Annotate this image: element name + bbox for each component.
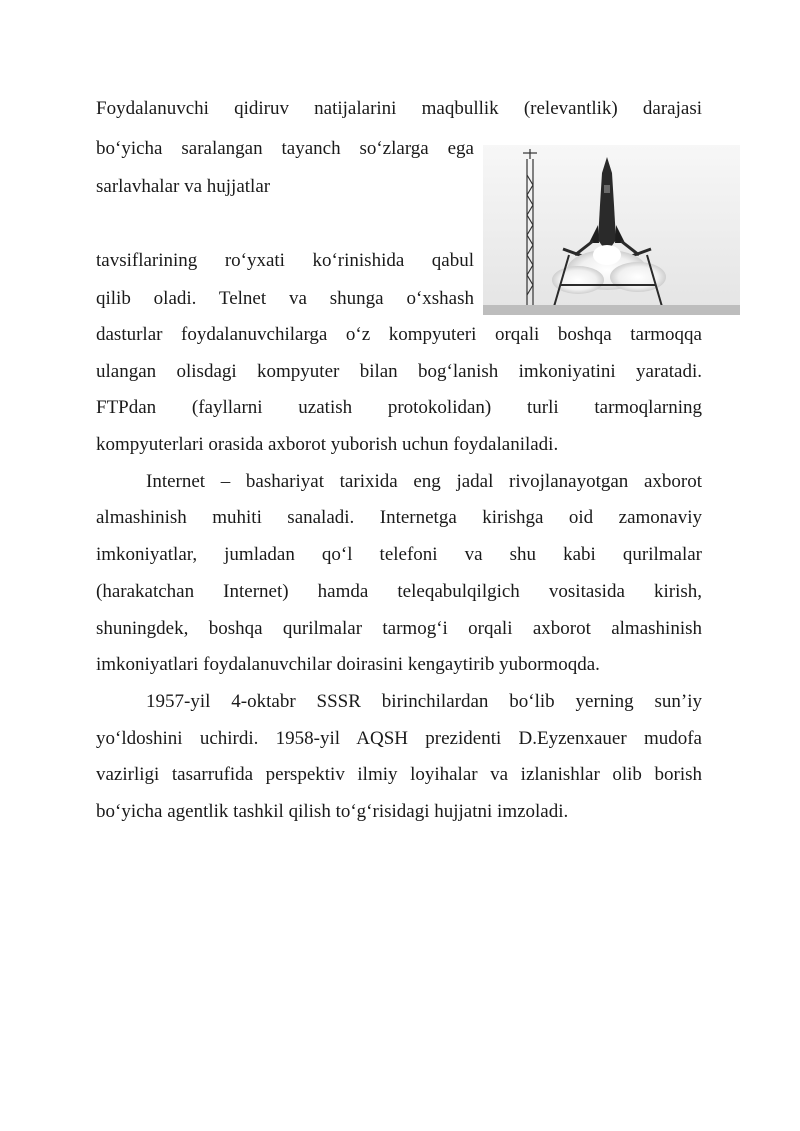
paragraph-2-line-2: almashinish muhiti sanaladi. Internetga kirishga oid zamonaviy <box>96 507 702 528</box>
paragraph-2-line-3: imkoniyatlar, jumladan qo‘l telefoni va shu kabi qurilmalar <box>96 544 702 565</box>
paragraph-2-line-5: shuningdek, boshqa qurilmalar tarmog‘i orqali axborot almashinish <box>96 618 702 639</box>
paragraph-1-line-1: Foydalanuvchi qidiruv natijalarini maqbullik (relevantlik) darajasi <box>96 98 702 119</box>
paragraph-2-line-1: Internet – bashariyat tarixida eng jadal rivojlanayotgan axborot <box>146 471 702 492</box>
rocket-launch-icon <box>483 145 740 315</box>
paragraph-1-line-2: bo‘yicha saralangan tayanch so‘zlarga ega <box>96 138 474 159</box>
paragraph-3-line-3: vazirligi tasarrufida perspektiv ilmiy loyihalar va izlanishlar olib borish <box>96 764 702 785</box>
paragraph-1-line-6: dasturlar foydalanuvchilarga o‘z kompyuteri orqali boshqa tarmoqqa <box>96 324 702 345</box>
paragraph-1-line-5: qilib oladi. Telnet va shunga o‘xshash <box>96 288 474 309</box>
paragraph-1-line-4: tavsiflarining ro‘yxati ko‘rinishida qabul <box>96 250 474 271</box>
paragraph-2-line-4: (harakatchan Internet) hamda teleqabulqilgich vositasida kirish, <box>96 581 702 602</box>
paragraph-1-line-7: ulangan olisdagi kompyuter bilan bog‘lanish imkoniyatini yaratadi. <box>96 361 702 382</box>
rocket-launch-photo <box>483 145 740 315</box>
paragraph-3-line-4: bo‘yicha agentlik tashkil qilish to‘g‘risidagi hujjatni imzoladi. <box>96 801 569 822</box>
paragraph-3-line-2: yo‘ldoshini uchirdi. 1958-yil AQSH prezidenti D.Eyzenxauer mudofa <box>96 728 702 749</box>
paragraph-2-line-6: imkoniyatlari foydalanuvchilar doirasini kengaytirib yubormoqda. <box>96 654 600 675</box>
paragraph-1-line-3: sarlavhalar va hujjatlar <box>96 176 271 197</box>
paragraph-3-line-1: 1957-yil 4-oktabr SSSR birinchilardan bo‘lib yerning sun’iy <box>146 691 702 712</box>
paragraph-1-line-9: kompyuterlari orasida axborot yuborish uchun foydalaniladi. <box>96 434 559 455</box>
paragraph-1-line-8: FTPdan (fayllarni uzatish protokolidan) turli tarmoqlarning <box>96 397 702 418</box>
